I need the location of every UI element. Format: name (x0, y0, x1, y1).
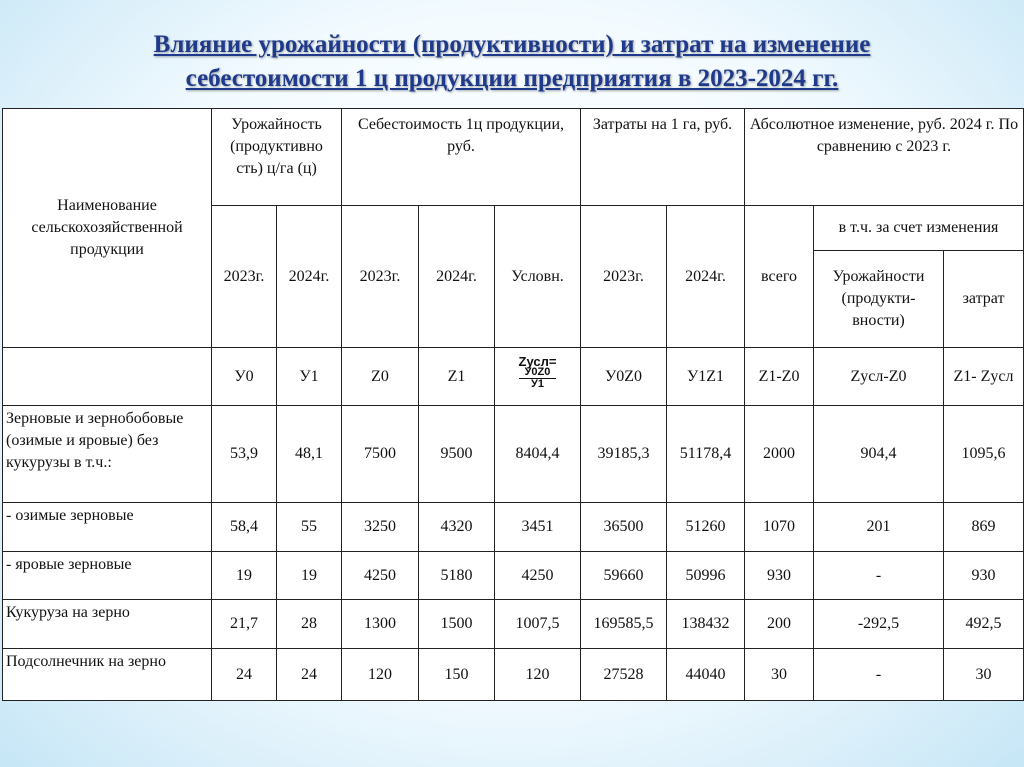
cell: 19 (212, 552, 277, 600)
cost-table (2, 108, 1024, 701)
cell: 492,5 (944, 600, 1024, 649)
cell: 3250 (342, 503, 419, 552)
cell: 1007,5 (495, 600, 581, 649)
cell: 4250 (342, 552, 419, 600)
cell: - (814, 552, 944, 600)
row-name: Кукуруза на зерно (3, 600, 212, 649)
table-row (3, 552, 1024, 600)
table-row (3, 649, 1024, 701)
cell: 200 (745, 600, 814, 649)
cell: 120 (495, 649, 581, 701)
symbol-z0: Z0 (342, 348, 419, 406)
cell: 7500 (342, 406, 419, 503)
header-total: всего (745, 206, 814, 348)
cell: 4320 (419, 503, 495, 552)
cell: 36500 (581, 503, 667, 552)
cell: 19 (277, 552, 342, 600)
cell: 44040 (667, 649, 745, 701)
cell: 59660 (581, 552, 667, 600)
row-name: - озимые зерновые (3, 503, 212, 552)
cell: 120 (342, 649, 419, 701)
slide-title (60, 28, 964, 96)
cell: 3451 (495, 503, 581, 552)
cell: 138432 (667, 600, 745, 649)
cell: 55 (277, 503, 342, 552)
cell: 28 (277, 600, 342, 649)
header-expense-2023: 2023г. (581, 206, 667, 348)
symbol-cond-diff: Zусл-Z0 (814, 348, 944, 406)
cell: - (814, 649, 944, 701)
header-product-name: Наименование сельскохозяйственной продукции (3, 109, 212, 348)
cell: 51178,4 (667, 406, 745, 503)
header-yield-2023: 2023г. (212, 206, 277, 348)
cell: 869 (944, 503, 1024, 552)
cell: 21,7 (212, 600, 277, 649)
title-line-1: Влияние урожайности (продуктивности) и затрат на изменение (153, 31, 871, 58)
cell: 48,1 (277, 406, 342, 503)
header-cost-2023: 2023г. (342, 206, 419, 348)
cell: -292,5 (814, 600, 944, 649)
cell: 30 (745, 649, 814, 701)
header-by-cost: затрат (944, 251, 1024, 348)
cell: 904,4 (814, 406, 944, 503)
header-yield-2024: 2024г. (277, 206, 342, 348)
symbol-z1: Z1 (419, 348, 495, 406)
cell: 24 (212, 649, 277, 701)
cell: 50996 (667, 552, 745, 600)
cell: 8404,4 (495, 406, 581, 503)
symbol-y1: У1 (277, 348, 342, 406)
row-name: Подсолнечник на зерно (3, 649, 212, 701)
title-line-2: себестоимости 1 ц продукции предприятия в 2023-2024 гг. (185, 65, 839, 92)
symbol-y0: У0 (212, 348, 277, 406)
formula-denominator: У1 (519, 378, 557, 390)
header-yield: Урожайность (продуктивно сть) ц/га (ц) (212, 109, 342, 206)
row-name: Зерновые и зернобобовые (озимые и яровые) без кукурузы в т.ч.: (3, 406, 212, 503)
symbol-y1z1: У1Z1 (667, 348, 745, 406)
cell: 4250 (495, 552, 581, 600)
cell: 1500 (419, 600, 495, 649)
header-cost-2024: 2024г. (419, 206, 495, 348)
cell: 39185,3 (581, 406, 667, 503)
cell: 201 (814, 503, 944, 552)
cell: 27528 (581, 649, 667, 701)
header-by-yield: Урожайности (продукти-вности) (814, 251, 944, 348)
cell: 58,4 (212, 503, 277, 552)
cell: 53,9 (212, 406, 277, 503)
cell: 1300 (342, 600, 419, 649)
cell: 930 (944, 552, 1024, 600)
cell: 24 (277, 649, 342, 701)
cell: 2000 (745, 406, 814, 503)
cell: 1095,6 (944, 406, 1024, 503)
cell: 150 (419, 649, 495, 701)
symbol-formula (495, 348, 581, 406)
cell: 30 (944, 649, 1024, 701)
table-row (3, 600, 1024, 649)
table-row (3, 503, 1024, 552)
header-abs-change: Абсолютное изменение, руб. 2024 г. По сравнению с 2023 г. (745, 109, 1024, 206)
header-cost-cond: Условн. (495, 206, 581, 348)
formula-numerator: У0Z0 (524, 365, 551, 378)
symbol-z1-cond: Z1- Zусл (944, 348, 1024, 406)
formula-head: Zусл= (518, 353, 557, 369)
header-expense-2024: 2024г. (667, 206, 745, 348)
cell: 5180 (419, 552, 495, 600)
header-expense: Затраты на 1 га, руб. (581, 109, 745, 206)
symbol-blank (3, 348, 212, 406)
cell: 1070 (745, 503, 814, 552)
cell: 169585,5 (581, 600, 667, 649)
symbol-diff: Z1-Z0 (745, 348, 814, 406)
header-including: в т.ч. за счет изменения (814, 206, 1024, 251)
header-cost: Себестоимость 1ц продукции, руб. (342, 109, 581, 206)
cell: 930 (745, 552, 814, 600)
cell: 51260 (667, 503, 745, 552)
row-name: - яровые зерновые (3, 552, 212, 600)
cell: 9500 (419, 406, 495, 503)
symbol-y0z0: У0Z0 (581, 348, 667, 406)
table-row (3, 406, 1024, 503)
